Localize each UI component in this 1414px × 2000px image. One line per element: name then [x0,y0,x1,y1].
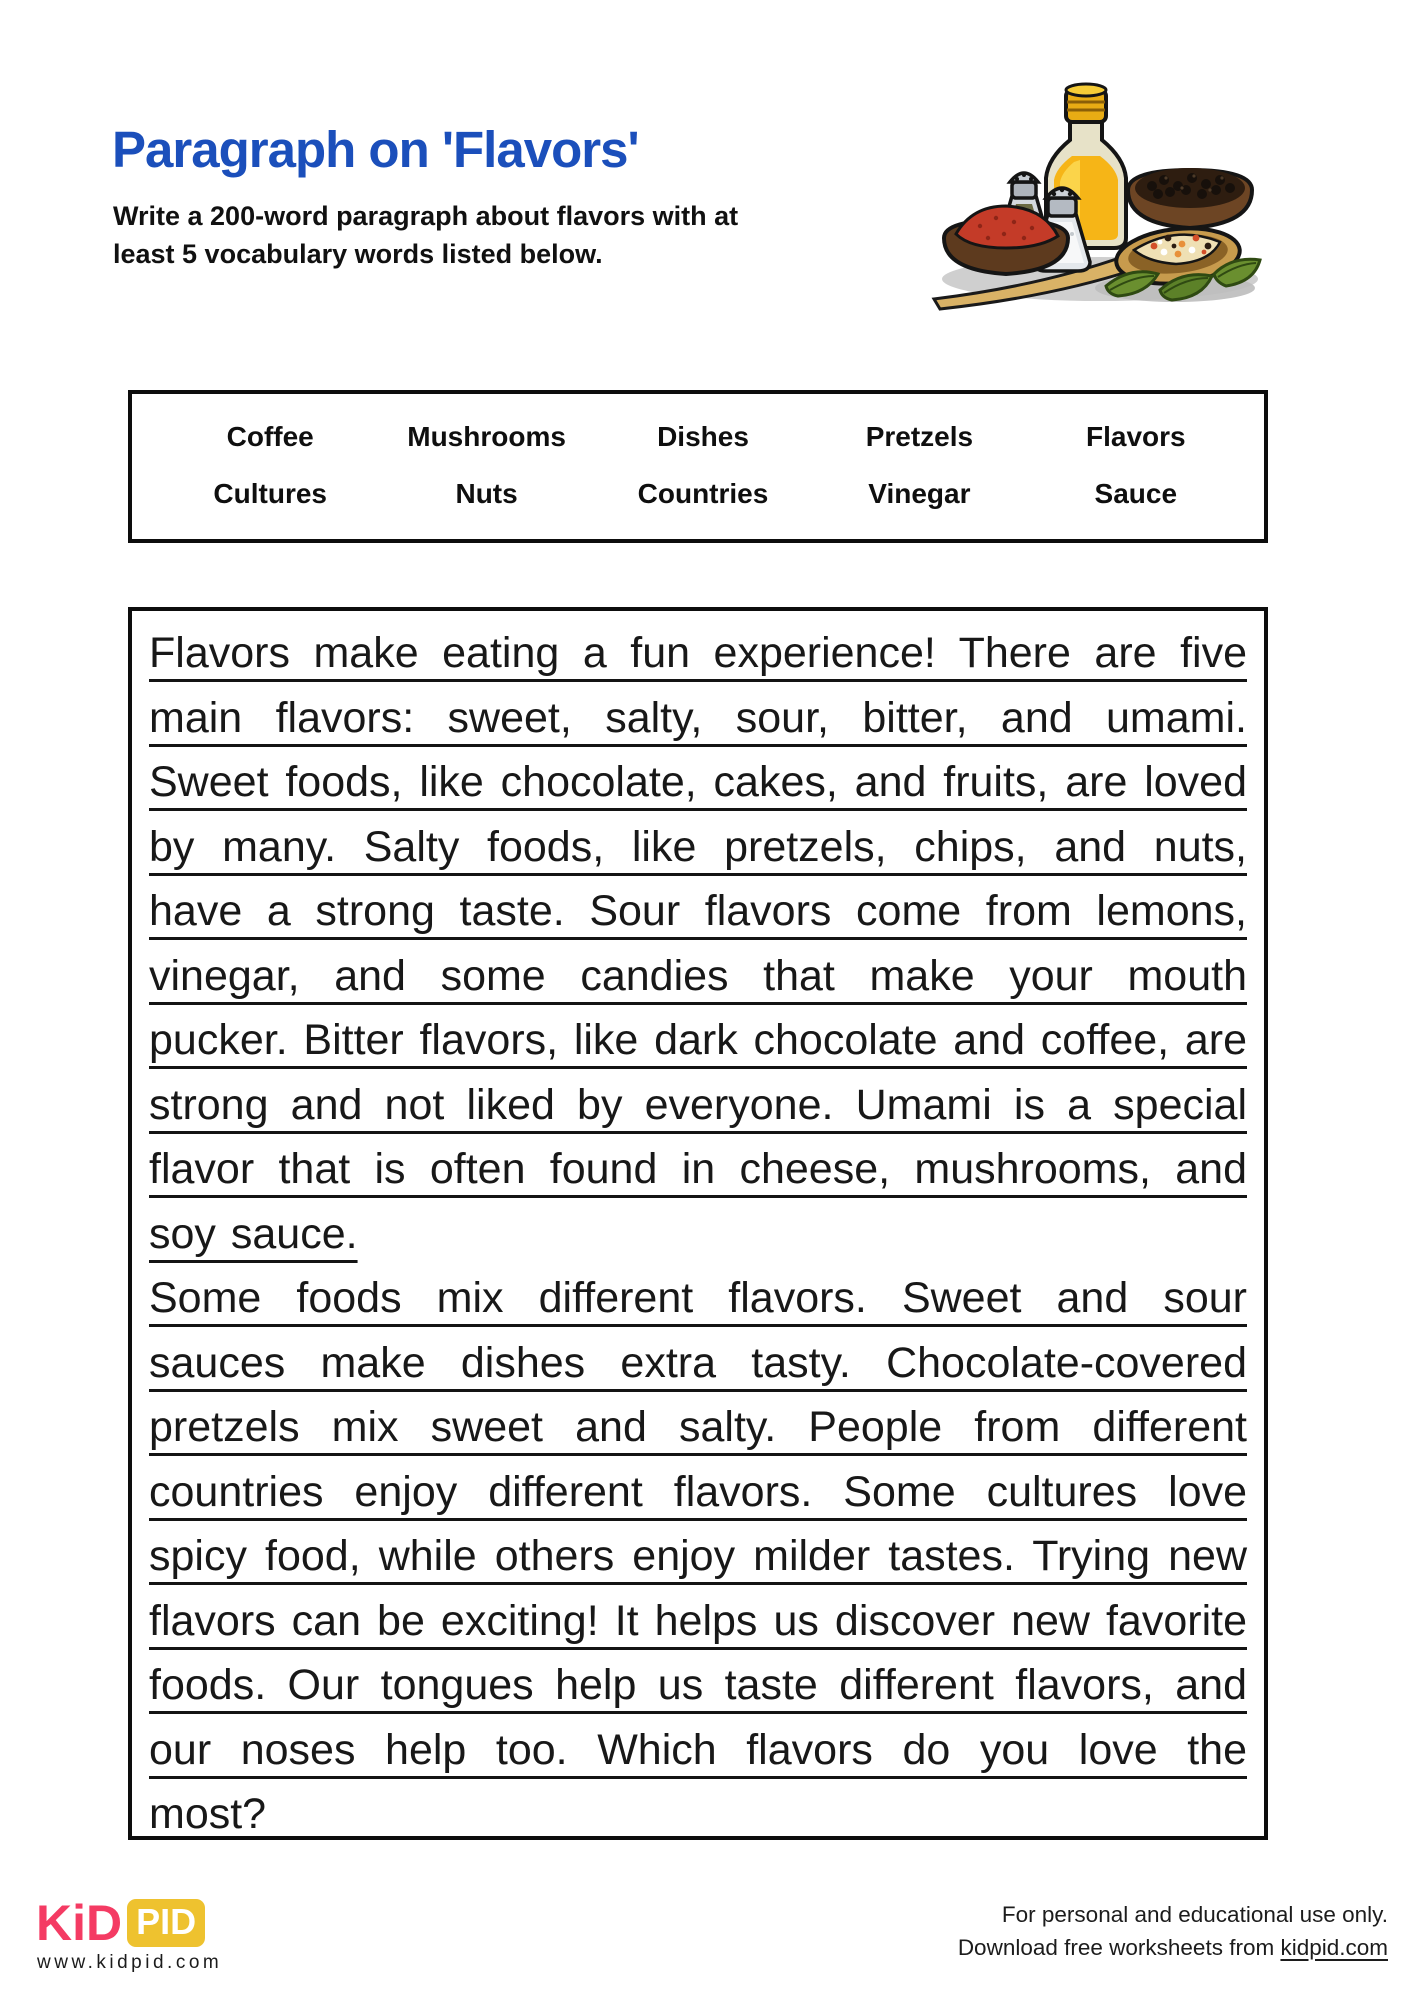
instructions-line-2: least 5 vocabulary words listed below. [113,239,603,269]
paragraph-answer-box [128,607,1268,1840]
vocab-word: Sauce [1094,478,1178,510]
kidpid-logo [36,1895,205,1951]
website-url: www.kidpid.com [37,1952,223,1973]
usage-line-2 [958,1931,1388,1964]
vocab-word: Countries [637,478,769,510]
usage-line-1: For personal and educational use only. [1001,1902,1388,1927]
vocab-word: Vinegar [868,478,971,510]
usage-note [958,1898,1388,1964]
instructions-text [113,197,738,273]
vocab-word: Nuts [455,478,518,510]
answer-paragraph-2: Some foods mix different flavors. Sweet and sour sauces make dishes extra tasty. Chocolate-covered pretzels mix sweet and salty. People from different countries enjoy different flavors. Some cultures love spicy food, while others enjoy milder tastes. Trying new flavors can be exciting! It helps us discover new favorite foods. Our tongues help us taste different flavors, and our noses help too. Which flavors do you love the most? [149,1274,1247,1838]
vocab-word: Coffee [226,420,314,452]
vocab-word: Mushrooms [407,420,566,452]
usage-line-2-text: Download free worksheets from [957,1935,1281,1960]
kidpid-link[interactable]: kidpid.com [1280,1935,1388,1960]
spices-illustration [920,78,1275,313]
answer-paragraph-1: Flavors make eating a fun experience! There are five main flavors: sweet, salty, sour, bitter, and umami. Sweet foods, like chocolate, cakes, and fruits, are loved by many. Salty foods, like pretzels, chips, and nuts, have a strong taste. Sour flavors come from lemons, vinegar, and some candies that make your mouth pucker. Bitter flavors, like dark chocolate and coffee, are strong and not liked by everyone. Umami is a special flavor that is often found in cheese, mushrooms, and soy sauce. [149,629,1247,1258]
logo-pid-badge: PID [127,1899,205,1947]
instructions-line-1: Write a 200-word paragraph about flavors with at [113,201,739,231]
vocab-word: Dishes [657,420,749,452]
vocab-word: Cultures [213,478,327,510]
logo-kid-text: KiD [36,1895,123,1951]
vocabulary-box [128,390,1268,543]
peppercorn-bowl-icon [1128,168,1252,228]
page-title: Paragraph on 'Flavors' [112,121,639,178]
vocab-word: Flavors [1085,420,1186,452]
vocab-word: Pretzels [865,420,974,452]
spices-illustration-svg [920,78,1275,313]
